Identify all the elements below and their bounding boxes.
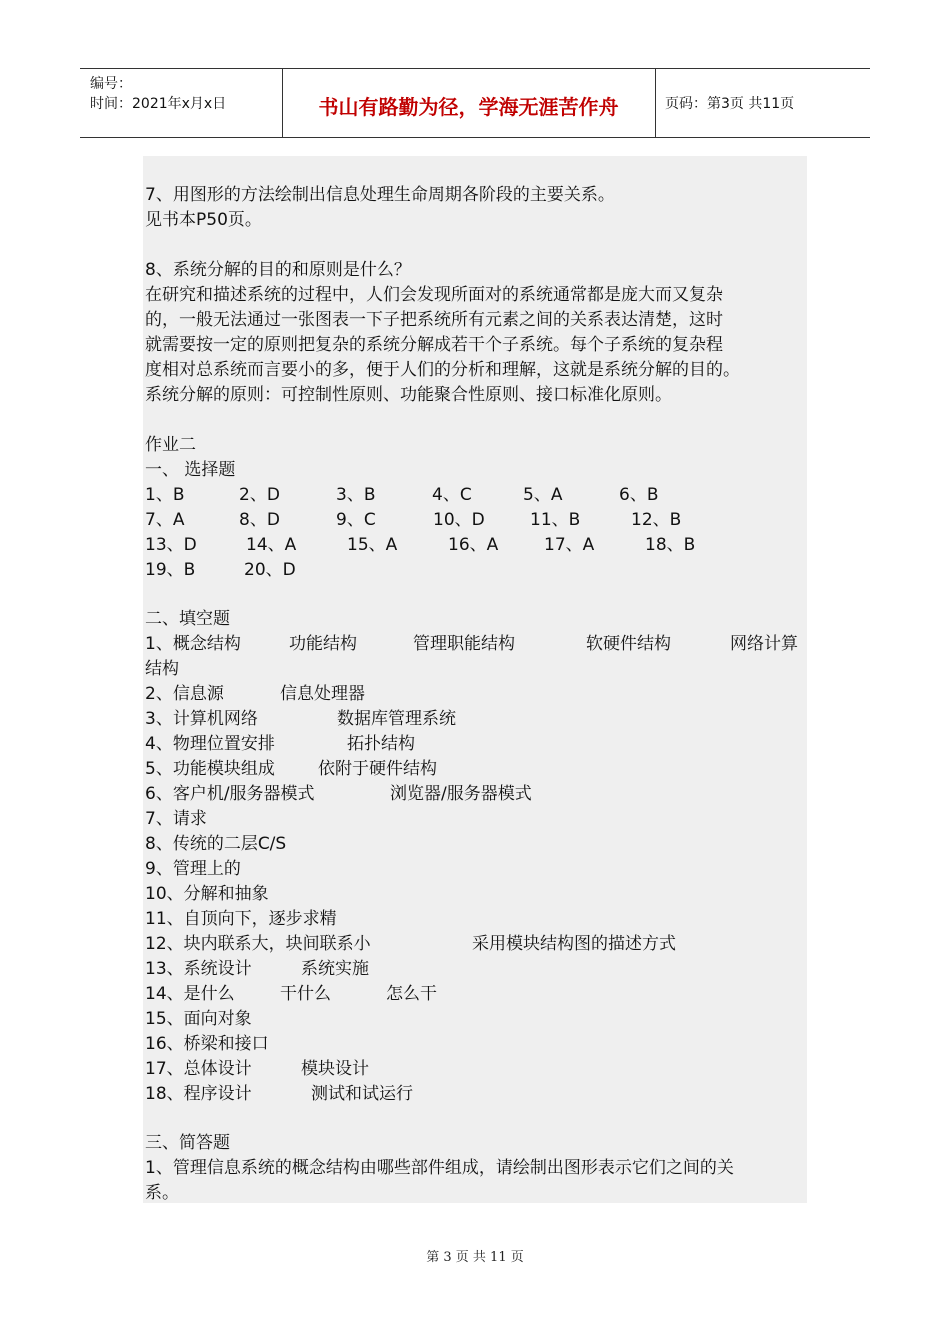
short-question-line: 1、管理信息系统的概念结构由哪些部件组成，请绘制出图形表示它们之间的关 [145,1158,734,1178]
choice-answer: 14、A [246,535,297,555]
choice-answer: 11、B [530,510,581,530]
choice-answer: 6、B [619,485,659,505]
fill-answer: 拓扑结构 [347,734,415,754]
time-label: 时间：2021年x月x日 [90,96,227,112]
page-info: 页码：第3页 共11页 [665,96,795,112]
answer-7: 见书本P50页。 [145,210,262,230]
page-header [80,68,870,138]
choice-answer: 13、D [145,535,197,555]
document-content [143,156,807,1203]
choice-answer: 15、A [347,535,398,555]
fill-answer: 3、计算机网络 [145,709,258,729]
fill-answer: 软硬件结构 [586,634,671,654]
fill-answer: 6、客户机/服务器模式 [145,784,315,804]
fill-answer: 网络计算 [730,634,798,654]
choice-answer: 3、B [336,485,376,505]
choice-answer: 5、A [523,485,563,505]
fill-answer: 怎么干 [386,984,437,1004]
fill-answer: 模块设计 [301,1059,369,1079]
choice-answer: 1、B [145,485,185,505]
fill-answer: 依附于硬件结构 [318,759,437,779]
choice-answer: 20、D [244,560,296,580]
answer-8-line: 的，一般无法通过一张图表一下子把系统所有元素之间的关系表达清楚，这时 [145,310,723,330]
answer-8-line: 度相对总系统而言要小的多，便于人们的分析和理解，这就是系统分解的目的。 [145,360,740,380]
fill-answer: 系统实施 [301,959,369,979]
short-question-line: 系。 [145,1183,179,1203]
choice-answer: 12、B [631,510,682,530]
choice-answer: 4、C [432,485,472,505]
header-middle-cell [282,69,656,137]
fill-answer: 数据库管理系统 [337,709,456,729]
choice-answer: 19、B [145,560,196,580]
choice-answer: 17、A [544,535,595,555]
short-answer-section-title: 三、简答题 [145,1133,230,1153]
answer-8-line: 就需要按一定的原则把复杂的系统分解成若干个子系统。每个子系统的复杂程 [145,335,723,355]
header-right-cell [655,69,870,137]
fill-answer: 17、总体设计 [145,1059,252,1079]
choice-answer: 8、D [239,510,280,530]
homework-2-title: 作业二 [145,435,196,455]
fill-answer: 13、系统设计 [145,959,252,979]
fill-item: 8、传统的二层C/S [145,834,287,854]
answer-8-line: 在研究和描述系统的过程中，人们会发现所面对的系统通常都是庞大而又复杂 [145,285,723,305]
choice-answer: 9、C [336,510,376,530]
fill-item: 16、桥梁和接口 [145,1034,269,1054]
header-left-cell [80,69,283,137]
fill-answer: 测试和试运行 [311,1084,413,1104]
fill-answer: 信息处理器 [280,684,365,704]
choice-answer: 18、B [645,535,696,555]
fill-answer: 1、概念结构 [145,634,241,654]
question-8: 8、系统分解的目的和原则是什么？ [145,260,411,280]
fill-item: 7、请求 [145,809,207,829]
question-7: 7、用图形的方法绘制出信息处理生命周期各阶段的主要关系。 [145,185,615,205]
fill-answer: 干什么 [280,984,331,1004]
fill-item: 10、分解和抽象 [145,884,269,904]
fill-answer: 管理职能结构 [413,634,515,654]
fill-answer: 2、信息源 [145,684,224,704]
answer-8-line: 系统分解的原则：可控制性原则、功能聚合性原则、接口标准化原则。 [145,385,672,405]
fill-section-title: 二、填空题 [145,609,230,629]
fill-answer: 12、块内联系大，块间联系小 [145,934,371,954]
fill-answer: 浏览器/服务器模式 [390,784,532,804]
fill-item-1-continued: 结构 [145,659,179,679]
fill-item: 9、管理上的 [145,859,241,879]
fill-item: 11、自顶向下，逐步求精 [145,909,337,929]
fill-answer: 功能结构 [289,634,357,654]
choice-answer: 10、D [433,510,485,530]
number-label: 编号： [90,76,132,92]
fill-answer: 4、物理位置安排 [145,734,275,754]
fill-answer: 18、程序设计 [145,1084,252,1104]
choice-section-title: 一、 选择题 [145,460,236,480]
motto: 书山有路勤为径，学海无涯苦作舟 [318,95,619,119]
choice-answer: 2、D [239,485,280,505]
fill-answer: 14、是什么 [145,984,235,1004]
choice-answer: 7、A [145,510,185,530]
fill-item: 15、面向对象 [145,1009,252,1029]
page-footer: 第 3 页 共 11 页 [426,1250,524,1265]
choice-answer: 16、A [448,535,499,555]
fill-answer: 5、功能模块组成 [145,759,275,779]
fill-answer: 采用模块结构图的描述方式 [472,934,676,954]
